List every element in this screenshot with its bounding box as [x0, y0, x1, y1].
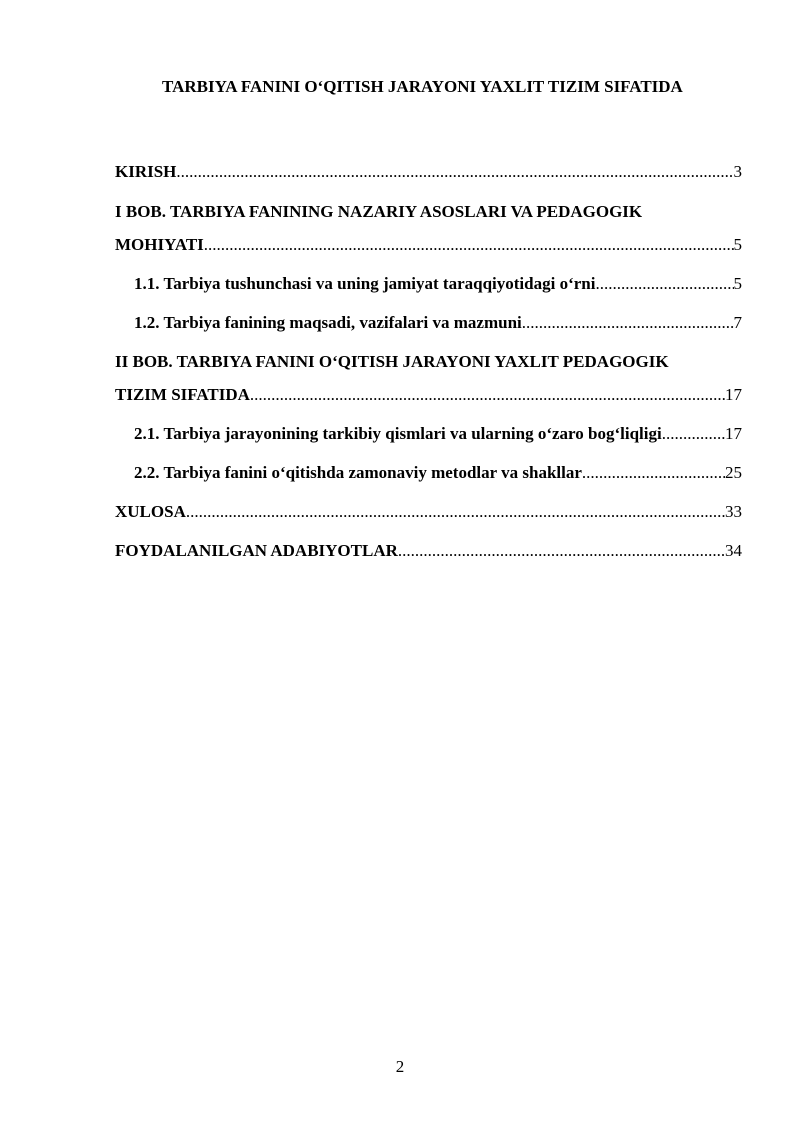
document-title: TARBIYA FANINI O‘QITISH JARAYONI YAXLIT TIZIM SIFATIDA: [162, 77, 683, 96]
toc-entry-title: 1.1. Tarbiya tushunchasi va uning jamiyat taraqqiyotidagi o‘rni: [134, 274, 596, 293]
toc-row: [115, 233, 742, 257]
toc-page-number: 5: [733, 235, 742, 254]
page-number: 2: [395, 1057, 405, 1076]
toc-row: [134, 311, 742, 335]
toc-leader-dots: [398, 539, 725, 563]
toc-row: [134, 422, 742, 446]
toc-leader-dots: [662, 422, 725, 446]
toc-entry-title: 2.2. Tarbiya fanini o‘qitishda zamonaviy metodlar va shakllar: [134, 463, 582, 482]
toc-entry-title: 2.1. Tarbiya jarayonining tarkibiy qismlari va ularning o‘zaro bog‘liqligi: [134, 424, 662, 443]
toc-page-number: 3: [733, 162, 742, 181]
toc-entry-introduction: [115, 160, 742, 184]
toc-entry-chapter-2: [115, 350, 742, 407]
toc-page-number: 5: [733, 274, 742, 293]
toc-row: [134, 272, 742, 296]
toc-page-number: 33: [725, 502, 742, 521]
toc-leader-dots: [186, 500, 725, 524]
toc-entry-title: XULOSA: [115, 502, 186, 521]
toc-entry-title-line1: II BOB. TARBIYA FANINI O‘QITISH JARAYONI YAXLIT PEDAGOGIK: [115, 352, 669, 371]
toc-leader-dots: [176, 160, 733, 184]
toc-row: [115, 539, 742, 563]
toc-row: [115, 160, 742, 184]
toc-entry-title: FOYDALANILGAN ADABIYOTLAR: [115, 541, 398, 560]
toc-entry-chapter-1: [115, 200, 742, 257]
toc-leader-dots: [522, 311, 734, 335]
toc-entry-section-2-1: [115, 422, 742, 446]
toc-entry-title: 1.2. Tarbiya fanining maqsadi, vazifalari va mazmuni: [134, 313, 522, 332]
toc-leader-dots: [250, 383, 725, 407]
toc-page-number: 25: [725, 463, 742, 482]
toc-row: [134, 461, 742, 485]
toc-entry-section-1-2: [115, 311, 742, 335]
toc-entry-title-line1: I BOB. TARBIYA FANINING NAZARIY ASOSLARI VA PEDAGOGIK: [115, 202, 643, 221]
toc-entry-references: [115, 539, 742, 563]
toc-page-number: 7: [733, 313, 742, 332]
toc-entry-title: TIZIM SIFATIDA: [115, 385, 250, 404]
toc-page-number: 17: [725, 424, 742, 443]
toc-row: [115, 383, 742, 407]
toc-leader-dots: [204, 233, 734, 257]
toc-entry-title: MOHIYATI: [115, 235, 204, 254]
toc-entry-section-1-1: [115, 272, 742, 296]
toc-entry-section-2-2: [115, 461, 742, 485]
toc-leader-dots: [582, 461, 725, 485]
toc-page-number: 17: [725, 385, 742, 404]
toc-entry-conclusion: [115, 500, 742, 524]
toc-leader-dots: [595, 272, 733, 296]
toc-row: [115, 500, 742, 524]
toc-page-number: 34: [725, 541, 742, 560]
toc-entry-title: KIRISH: [115, 162, 177, 181]
